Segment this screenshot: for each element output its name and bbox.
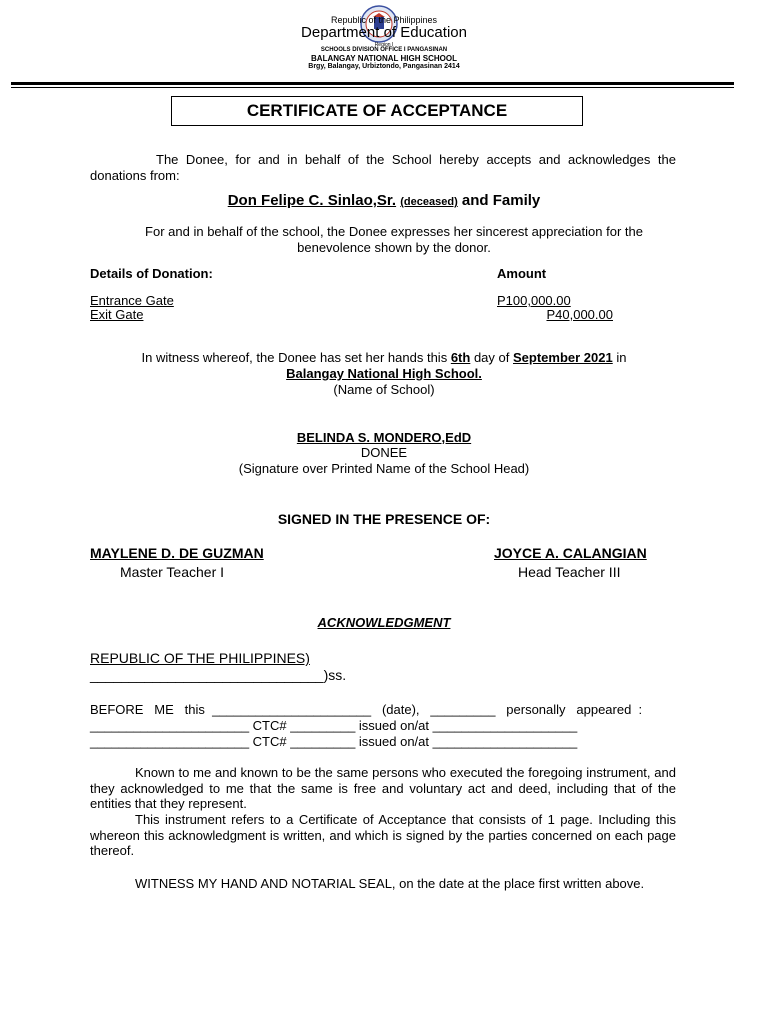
intro-paragraph — [90, 152, 676, 183]
donation-item-amount: P100,000.00 — [497, 293, 571, 308]
donee-role: DONEE — [360, 445, 408, 460]
header-department: Department of Education — [301, 24, 467, 41]
witness-month-year: September 2021 — [513, 350, 613, 365]
appreciation-paragraph: For and in behalf of the school, the Donee expresses her sincerest appreciation for the benevolence shown by the donor. — [145, 224, 643, 255]
donation-item-label: Entrance Gate — [90, 293, 174, 308]
amount-heading: Amount — [497, 266, 547, 281]
donor-note: (deceased) — [400, 196, 458, 208]
header-region: Region I — [374, 42, 394, 48]
header-address: Brgy, Balangay, Urbiztondo, Pangasinan 2414 — [308, 63, 460, 70]
donation-item-label: Exit Gate — [90, 307, 144, 322]
ack-paragraph-3 — [90, 876, 676, 892]
header-republic: Republic of the Philippines — [330, 15, 438, 25]
intro-text: The Donee, for and in behalf of the School hereby accepts and acknowledges the donations from: — [90, 152, 676, 183]
witness-day: 6th — [450, 350, 471, 365]
ack-paragraph-2 — [90, 812, 676, 859]
header-divider-thick — [11, 82, 734, 85]
header-divider-thin — [11, 87, 734, 88]
ack-before-line: BEFORE ME this ______________________ (date), _________ personally appeared : — [90, 702, 643, 717]
ack-heading: ACKNOWLEDGMENT — [317, 615, 451, 630]
donee-name: BELINDA S. MONDERO,EdD — [296, 430, 472, 445]
ack-p1-text: Known to me and known to be the same persons who executed the foregoing instrument, and they acknowledged to me that the same is free and voluntary act and deed, including that of the entities that they represent. — [90, 765, 676, 811]
ack-ctc-line: ______________________ CTC# _________ issued on/at ____________________ — [90, 734, 578, 749]
ack-ss-line: ______________________________)ss. — [90, 667, 347, 683]
donor-name: Don Felipe C. Sinlao,Sr. — [227, 192, 397, 209]
presence-heading: SIGNED IN THE PRESENCE OF: — [277, 511, 491, 527]
certificate-title: CERTIFICATE OF ACCEPTANCE — [171, 96, 583, 126]
witness-title-left: Master Teacher I — [120, 564, 225, 580]
donee-caption: (Signature over Printed Name of the School Head) — [238, 461, 530, 476]
ack-paragraph-1 — [90, 765, 676, 812]
witness-school-caption: (Name of School) — [333, 382, 435, 397]
header-school: BALANGAY NATIONAL HIGH SCHOOL — [311, 54, 457, 63]
ack-republic: REPUBLIC OF THE PHILIPPINES) — [90, 650, 310, 666]
ack-ctc-line: ______________________ CTC# _________ issued on/at ____________________ — [90, 718, 578, 733]
ack-p2-text: This instrument refers to a Certificate of Acceptance that consists of 1 page. Including this whereon this acknowledgment is written, and which is signed by the parties concerned on each page thereof. — [90, 812, 676, 858]
witness-prefix: In witness whereof, the Donee has set her hands this — [141, 350, 448, 365]
donor-line — [0, 192, 768, 209]
witness-school: Balangay National High School. — [286, 366, 482, 381]
donor-suffix: and Family — [461, 192, 541, 209]
witness-mid: day of — [473, 350, 510, 365]
donation-item-amount: P40,000.00 — [546, 307, 613, 322]
witness-title-right: Head Teacher III — [518, 564, 621, 580]
witness-name-right: JOYCE A. CALANGIAN — [494, 545, 647, 561]
witness-statement — [0, 350, 768, 365]
header-division: SCHOOLS DIVISION OFFICE I PANGASINAN — [320, 47, 448, 53]
witness-suffix: in — [616, 350, 627, 365]
details-heading: Details of Donation: — [90, 266, 213, 281]
witness-name-left: MAYLENE D. DE GUZMAN — [90, 545, 264, 561]
ack-p3-text: WITNESS MY HAND AND NOTARIAL SEAL, on the date at the place first written above. — [135, 876, 645, 891]
